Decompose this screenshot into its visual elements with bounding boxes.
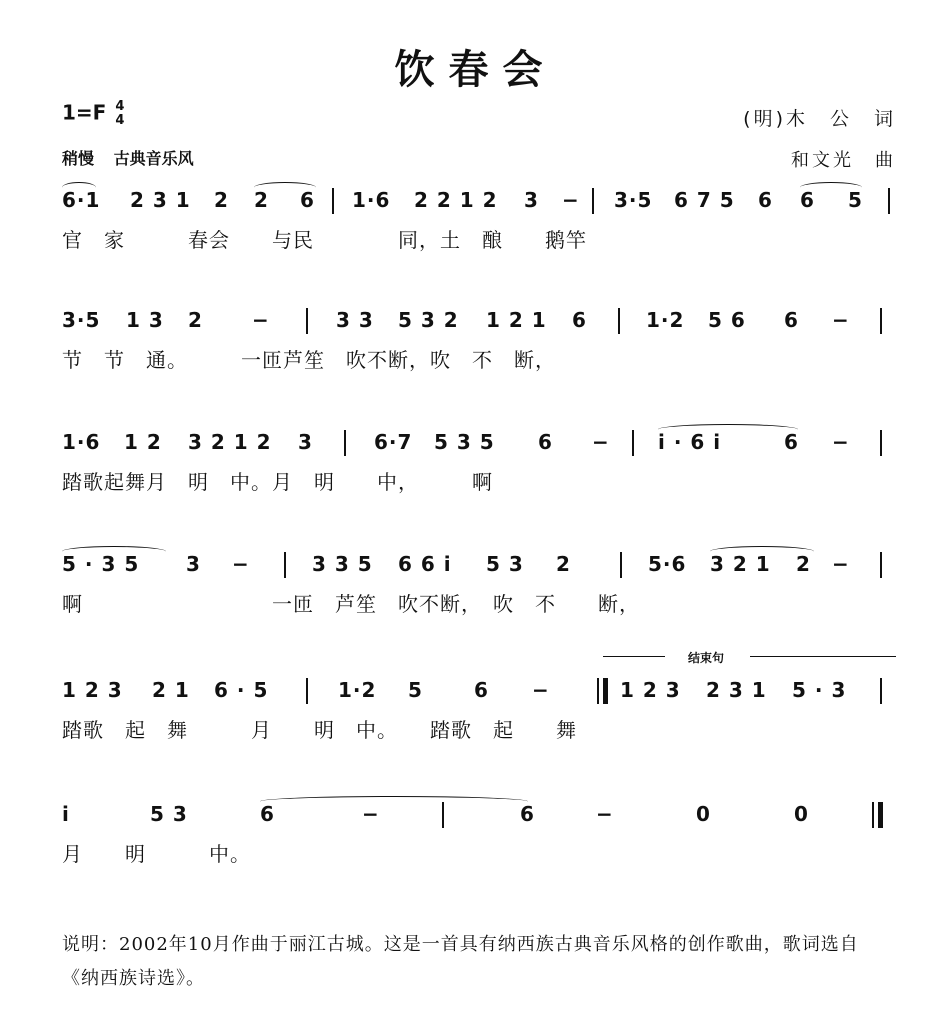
style-marking: 古典音乐风	[113, 149, 194, 168]
key-label: 1=F	[62, 100, 107, 125]
notation-line	[62, 300, 896, 340]
note-group: 2 3 1	[706, 678, 767, 702]
note-group: 3	[298, 430, 313, 454]
note-group: 3·5	[614, 188, 653, 212]
note-group: 1 2	[124, 430, 162, 454]
barline	[618, 308, 620, 334]
lyrics-line: 月 明 中。	[62, 842, 251, 866]
note-group: 6	[538, 430, 553, 454]
final-barline-thin	[872, 802, 874, 828]
tie	[260, 796, 528, 807]
note-group: −	[252, 308, 270, 332]
note-group: 6	[784, 430, 799, 454]
note-group: −	[232, 552, 250, 576]
note-group: −	[832, 552, 850, 576]
note-group: 2	[796, 552, 811, 576]
note-group: −	[532, 678, 550, 702]
note-group: 2	[188, 308, 203, 332]
note-group: 1 2 3	[62, 678, 123, 702]
composer: 和文光 曲	[791, 150, 896, 171]
note-group: 1·6	[352, 188, 391, 212]
score-system-1	[0, 180, 951, 280]
score-system-3	[0, 422, 951, 522]
song-title: 饮春会	[394, 47, 557, 93]
note-group: 0	[696, 802, 711, 826]
ending-bracket-left	[603, 656, 665, 657]
slur	[658, 424, 798, 435]
note-group: 6 6 i	[398, 552, 452, 576]
note-group: 2 1	[152, 678, 190, 702]
note-group: −	[832, 430, 850, 454]
lyrics-line: 踏歌起舞月 明 中。月 明 中， 啊	[62, 470, 493, 494]
slur	[710, 546, 814, 557]
note-group: 0	[794, 802, 809, 826]
barline	[880, 678, 882, 704]
note-group: 3 2 1 2	[188, 430, 272, 454]
note-group: −	[832, 308, 850, 332]
notation-line	[62, 422, 896, 462]
note-group: 3 3 5	[312, 552, 373, 576]
note-group: 6	[260, 802, 275, 826]
barline	[880, 552, 882, 578]
barline	[620, 552, 622, 578]
note-group: 6	[758, 188, 773, 212]
note-group: 5 3	[486, 552, 524, 576]
note-group: 6	[474, 678, 489, 702]
note-group: i	[62, 802, 70, 826]
note-group: 6 7 5	[674, 188, 735, 212]
note-group: 1·2	[646, 308, 685, 332]
tempo-marking: 稍慢	[62, 149, 95, 168]
note-group: 5	[848, 188, 863, 212]
notation-line	[62, 670, 896, 710]
note-group: 2	[556, 552, 571, 576]
lyrics-line: 节 节 通。 一匝芦笙 吹不断，吹 不 断，	[62, 348, 556, 372]
note-group: 2 3 1	[130, 188, 191, 212]
note-group: 2	[214, 188, 229, 212]
note-group: 6	[572, 308, 587, 332]
note-group: 6	[800, 188, 815, 212]
slur	[62, 546, 166, 557]
note-group: 1 3	[126, 308, 164, 332]
repeat-barline-thick	[603, 678, 608, 704]
note-group: 5 3 5	[434, 430, 495, 454]
note-group: 6	[784, 308, 799, 332]
note-group: 1·6	[62, 430, 101, 454]
note-group: 3	[524, 188, 539, 212]
time-sig-bottom: 4	[115, 113, 125, 128]
lyricist: (明)木 公 词	[743, 108, 896, 130]
note-group: 1 2 1	[486, 308, 547, 332]
ending-bracket-right	[750, 656, 896, 657]
score-system-2	[0, 300, 951, 400]
barline	[306, 678, 308, 704]
barline	[880, 308, 882, 334]
explanation-note: 说明：2002年10月作曲于丽江古城。这是一首具有纳西族古典音乐风格的创作歌曲，歌词选自《纳西族诗选》。	[62, 934, 859, 989]
tempo-style	[62, 146, 194, 169]
lyrics-line: 啊 一匝 芦笙 吹不断， 吹 不 断，	[62, 592, 640, 616]
notation-line	[62, 180, 896, 220]
notation-line	[62, 794, 896, 834]
key-signature	[62, 100, 124, 128]
slur	[800, 182, 862, 193]
barline	[306, 308, 308, 334]
note-group: −	[362, 802, 380, 826]
ending-label: 结束句	[688, 651, 725, 665]
note-group: 5 · 3	[792, 678, 847, 702]
time-signature	[115, 100, 124, 128]
barline	[592, 188, 594, 214]
note-group: 2	[254, 188, 269, 212]
note-group: 5 6	[708, 308, 746, 332]
score-system-5	[0, 651, 951, 770]
note-group: 2 2 1 2	[414, 188, 498, 212]
note-group: 5·6	[648, 552, 687, 576]
note-group: 5 · 3 5	[62, 552, 140, 576]
score-system-6	[0, 794, 951, 894]
note-group: −	[596, 802, 614, 826]
note-group: 5	[408, 678, 423, 702]
score-system-4	[0, 544, 951, 644]
note-group: 5 3 2	[398, 308, 459, 332]
note-group: 6 · 5	[214, 678, 269, 702]
barline	[888, 188, 890, 214]
lyrics-line: 踏歌 起 舞 月 明 中。 踏歌 起 舞	[62, 718, 577, 742]
repeat-barline	[597, 678, 599, 704]
barline	[632, 430, 634, 456]
barline	[344, 430, 346, 456]
note-group: 1·2	[338, 678, 377, 702]
barline	[284, 552, 286, 578]
note-group: −	[562, 188, 580, 212]
note-group: 3·5	[62, 308, 101, 332]
slur	[62, 182, 96, 193]
note-group: 5 3	[150, 802, 188, 826]
note-group: i · 6 i	[658, 430, 722, 454]
note-group: 1 2 3	[620, 678, 681, 702]
slur	[254, 182, 316, 193]
note-group: 6·1	[62, 188, 101, 212]
barline	[880, 430, 882, 456]
note-group: 6	[520, 802, 535, 826]
barline	[332, 188, 334, 214]
final-barline-thick	[878, 802, 883, 828]
note-group: 3 2 1	[710, 552, 771, 576]
note-group: −	[592, 430, 610, 454]
note-group: 3 3	[336, 308, 374, 332]
lyrics-line: 官 家 春会 与民 同，土 酿 鹅竿	[62, 228, 587, 252]
note-group: 6	[300, 188, 315, 212]
notation-line	[62, 544, 896, 584]
note-group: 6·7	[374, 430, 413, 454]
time-sig-top: 4	[115, 99, 125, 114]
note-group: 3	[186, 552, 201, 576]
